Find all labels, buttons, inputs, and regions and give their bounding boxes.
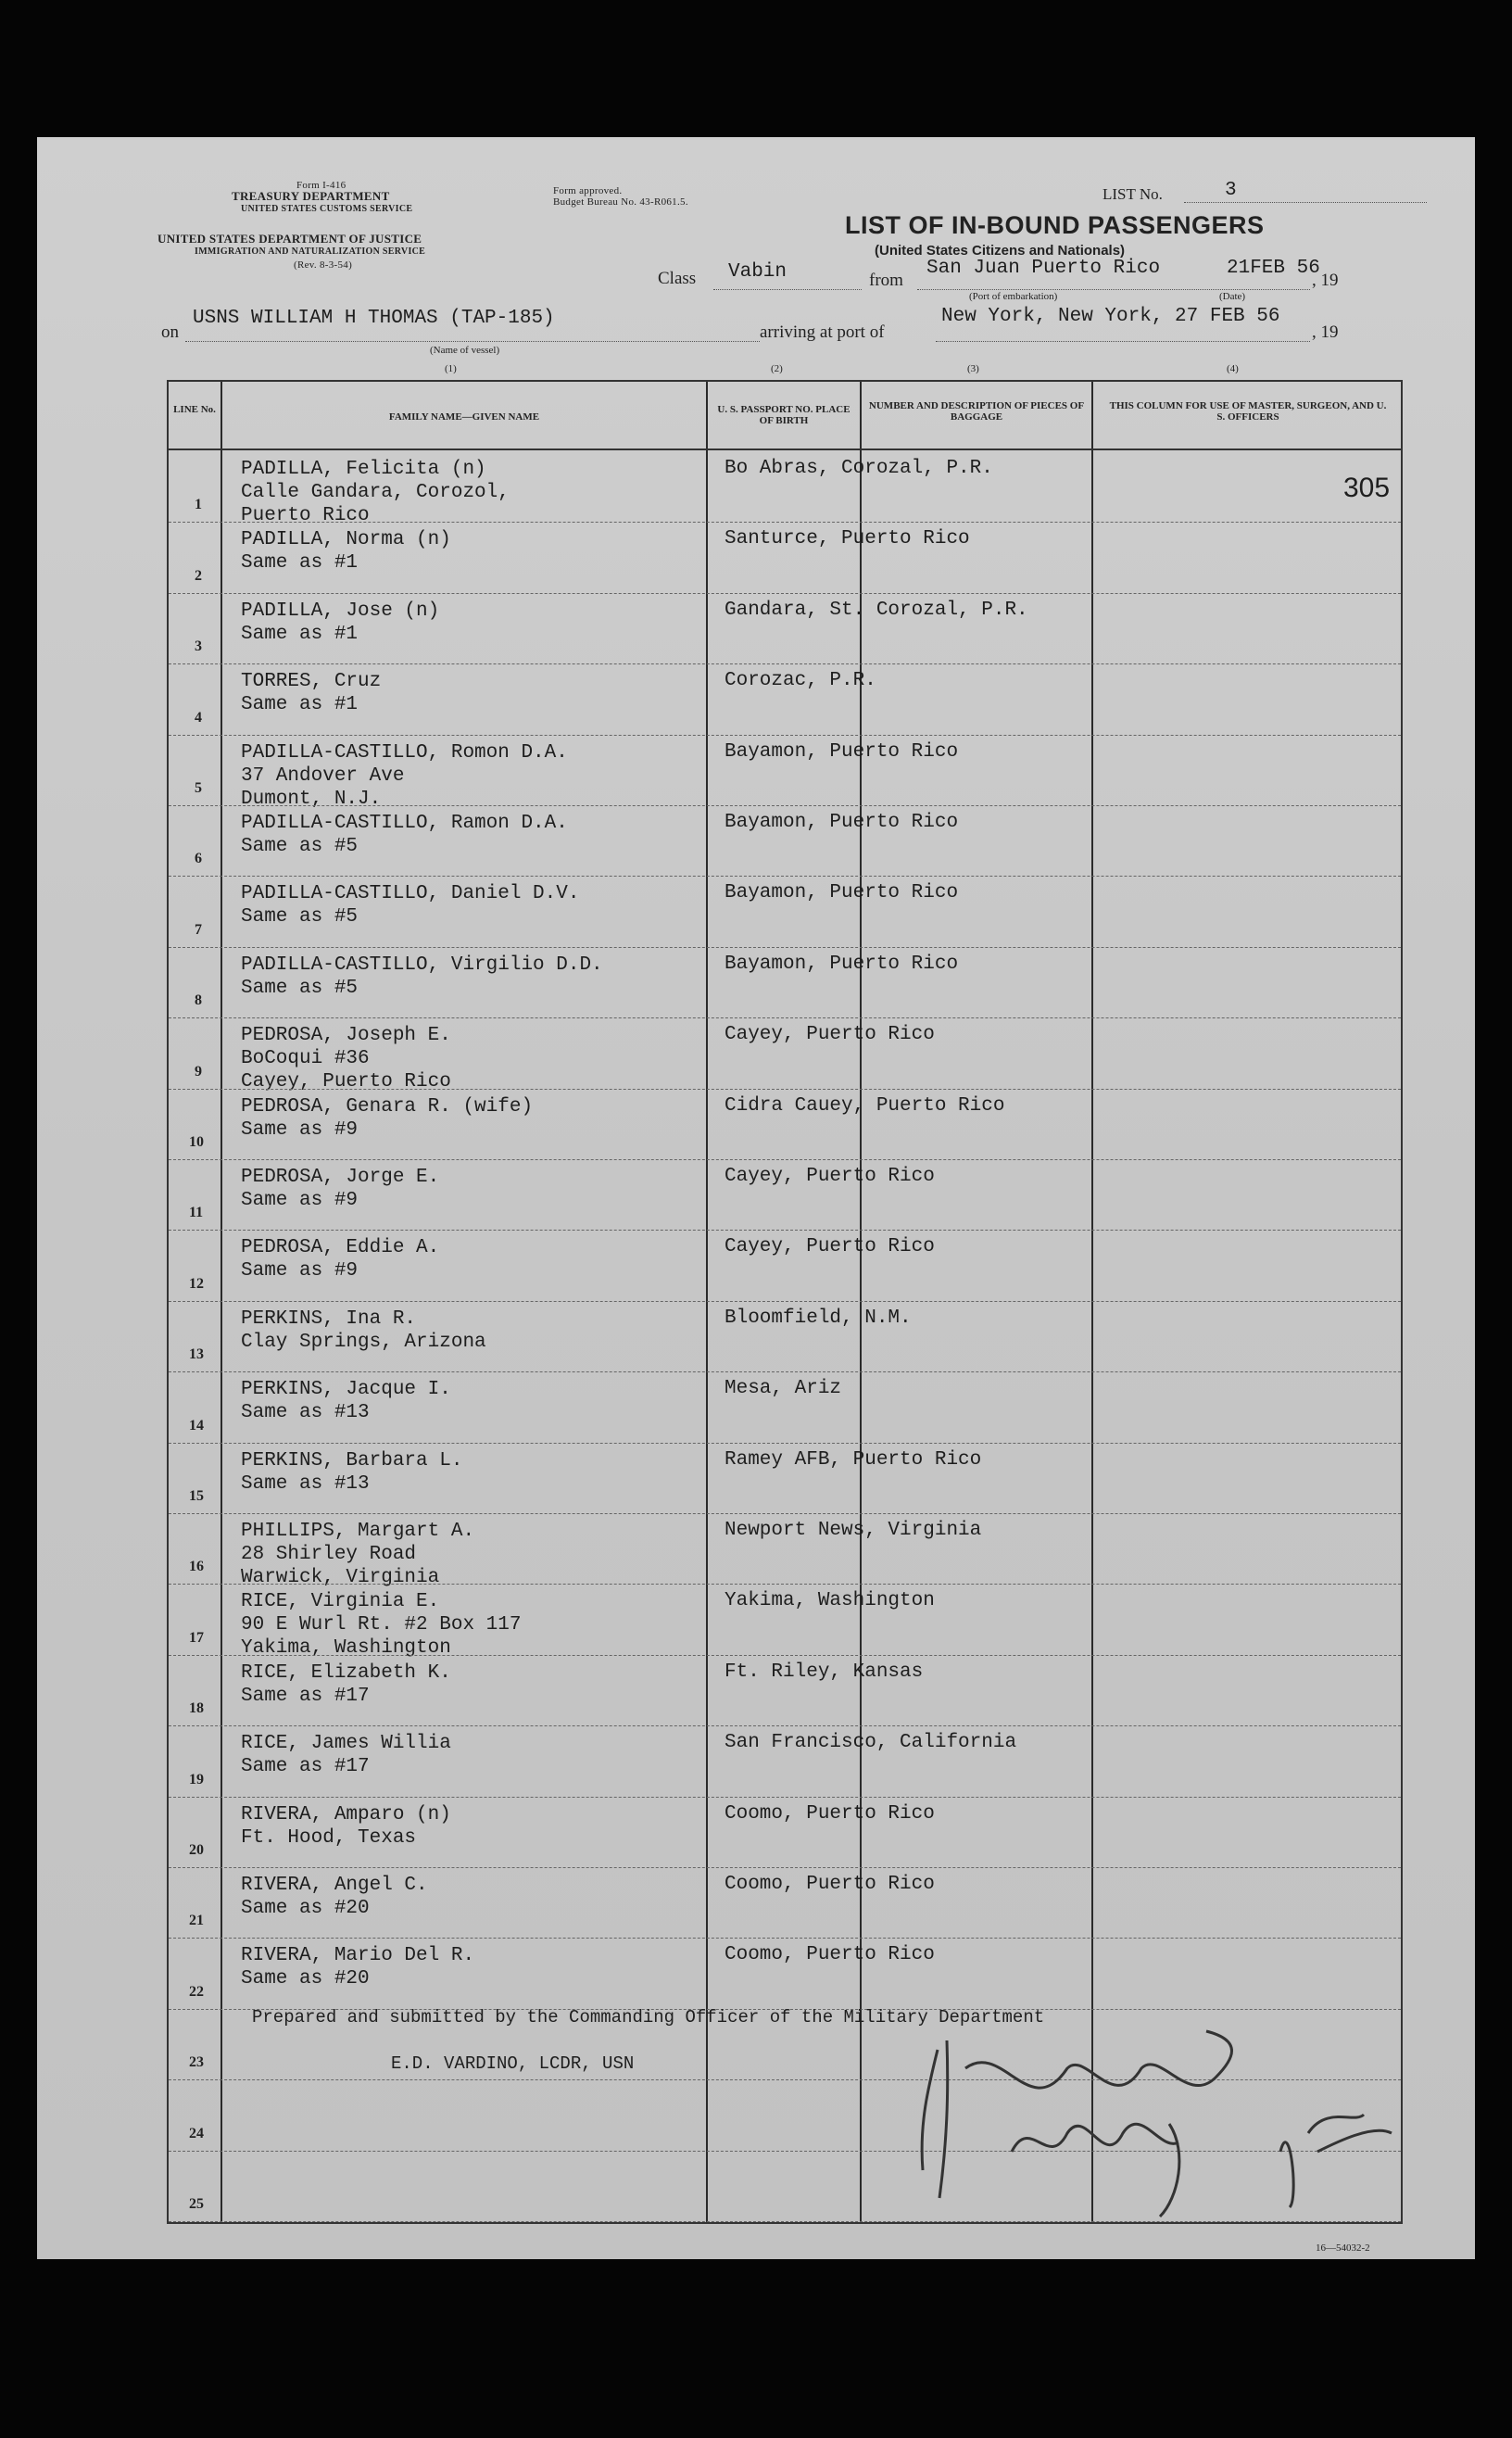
place-of-birth: Corozac, P.R. bbox=[724, 670, 876, 692]
place-of-birth: Gandara, St. Corozal, P.R. bbox=[724, 599, 1028, 621]
table-row bbox=[169, 1231, 1401, 1301]
list-no-underline bbox=[1184, 202, 1427, 203]
handwritten-signature bbox=[891, 2013, 1429, 2226]
passenger-name: PEDROSA, Genara R. (wife) bbox=[241, 1095, 534, 1118]
table-row bbox=[169, 1656, 1401, 1726]
passenger-address-line: Yakima, Washington bbox=[241, 1637, 451, 1660]
passenger-name-address bbox=[241, 1095, 533, 1142]
passenger-name: PADILLA, Felicita (n) bbox=[241, 459, 486, 480]
vessel-underline bbox=[185, 341, 760, 342]
line-number: 7 bbox=[195, 921, 202, 938]
place-of-birth: Cidra Cauey, Puerto Rico bbox=[724, 1094, 1005, 1117]
class-label: Class bbox=[658, 269, 697, 288]
passenger-address-line: Same as #20 bbox=[241, 1898, 370, 1919]
place-of-birth: Cayey, Puerto Rico bbox=[724, 1024, 935, 1046]
list-no-value: 3 bbox=[1225, 180, 1237, 201]
budget-bureau: Budget Bureau No. 43-R061.5. bbox=[553, 196, 688, 208]
passenger-name-address bbox=[241, 1874, 428, 1920]
header-baggage: NUMBER AND DESCRIPTION OF PIECES OF BAGGAGE bbox=[868, 400, 1085, 423]
line-number: 23 bbox=[189, 2054, 204, 2071]
from-port: San Juan Puerto Rico bbox=[926, 258, 1161, 279]
vessel-caption: (Name of vessel) bbox=[430, 345, 500, 356]
table-row bbox=[169, 1514, 1401, 1588]
place-of-birth: Santurce, Puerto Rico bbox=[724, 528, 970, 550]
header-passport: U. S. PASSPORT NO. PLACE OF BIRTH bbox=[717, 404, 850, 426]
line-number: 11 bbox=[189, 1205, 204, 1221]
passenger-name-address bbox=[241, 1449, 462, 1496]
place-of-birth: Bloomfield, N.M. bbox=[724, 1307, 912, 1329]
table-row bbox=[169, 1160, 1401, 1231]
port-caption: (Port of embarkation) bbox=[969, 291, 1058, 302]
passenger-name-address bbox=[241, 1944, 474, 1990]
passenger-address-line: Same as #5 bbox=[241, 906, 359, 928]
header-line-no: LINE No. bbox=[173, 404, 216, 415]
table-row bbox=[169, 594, 1401, 664]
place-of-birth: Coomo, Puerto Rico bbox=[724, 1874, 935, 1895]
col-num-3: (3) bbox=[967, 363, 979, 374]
passenger-name-address bbox=[241, 812, 568, 858]
page-title: LIST OF IN-BOUND PASSENGERS bbox=[845, 211, 1265, 239]
passenger-address-line: 90 E Wurl Rt. #2 Box 117 bbox=[241, 1614, 522, 1636]
passenger-address-line: Same as #17 bbox=[241, 1756, 370, 1778]
table-row bbox=[169, 452, 1401, 526]
line-number: 14 bbox=[189, 1417, 204, 1434]
passenger-name: RIVERA, Mario Del R. bbox=[241, 1945, 475, 1967]
form-code: 16—54032-2 bbox=[1316, 2242, 1370, 2254]
line-number: 20 bbox=[189, 1841, 204, 1858]
class-underline bbox=[713, 289, 862, 290]
arrival-port: New York, New York, 27 FEB 56 bbox=[941, 306, 1280, 327]
passenger-name: PADILLA-CASTILLO, Ramon D.A. bbox=[241, 813, 568, 834]
passenger-address-line: Puerto Rico bbox=[241, 505, 370, 526]
passenger-name-address bbox=[241, 741, 568, 811]
passenger-name: PHILLIPS, Margart A. bbox=[241, 1521, 475, 1542]
table-row bbox=[169, 877, 1401, 947]
header-name: FAMILY NAME—GIVEN NAME bbox=[388, 411, 540, 423]
from-year: , 19 bbox=[1312, 271, 1339, 290]
passenger-name: PERKINS, Barbara L. bbox=[241, 1449, 463, 1472]
passenger-name-address bbox=[241, 954, 603, 1000]
place-of-birth: Bayamon, Puerto Rico bbox=[724, 953, 959, 975]
passenger-address-line: Same as #5 bbox=[241, 836, 359, 857]
place-of-birth: Bayamon, Puerto Rico bbox=[724, 812, 959, 833]
place-of-birth: Mesa, Ariz bbox=[724, 1378, 842, 1400]
passenger-name-address bbox=[241, 882, 579, 928]
passenger-name-address bbox=[241, 1236, 439, 1282]
passenger-name: PEDROSA, Jorge E. bbox=[241, 1167, 440, 1188]
line-number: 5 bbox=[195, 779, 202, 796]
place-of-birth: San Francisco, California bbox=[724, 1732, 1017, 1754]
passenger-name: PADILLA-CASTILLO, Virgilio D.D. bbox=[241, 954, 603, 976]
place-of-birth: Cayey, Puerto Rico bbox=[724, 1166, 935, 1187]
passenger-name-address bbox=[241, 528, 451, 575]
line-number: 8 bbox=[195, 992, 202, 1009]
table-row bbox=[169, 1444, 1401, 1514]
passenger-name: RICE, Elizabeth K. bbox=[241, 1661, 451, 1684]
place-of-birth: Cayey, Puerto Rico bbox=[724, 1236, 935, 1258]
passenger-name: PADILLA-CASTILLO, Daniel D.V. bbox=[241, 883, 580, 905]
passenger-name-address bbox=[241, 1520, 474, 1589]
passenger-address-line: Same as #9 bbox=[241, 1118, 359, 1141]
passenger-name-address bbox=[241, 1590, 521, 1660]
passenger-address-line: Same as #9 bbox=[241, 1260, 359, 1282]
from-underline bbox=[917, 289, 1310, 290]
passenger-name: PERKINS, Jacque I. bbox=[241, 1379, 451, 1401]
line-number: 18 bbox=[189, 1700, 204, 1717]
passenger-name: PADILLA, Jose (n) bbox=[241, 600, 440, 622]
line-number: 21 bbox=[189, 1913, 204, 1929]
table-row bbox=[169, 1302, 1401, 1372]
line-number: 25 bbox=[189, 2195, 204, 2212]
line-number: 22 bbox=[189, 1983, 204, 2000]
place-of-birth: Ft. Riley, Kansas bbox=[724, 1661, 924, 1683]
passenger-address-line: Same as #13 bbox=[241, 1402, 370, 1424]
date-caption: (Date) bbox=[1219, 291, 1246, 302]
officer-name: E.D. VARDINO, LCDR, USN bbox=[391, 2053, 635, 2074]
passenger-address-line: Clay Springs, Arizona bbox=[241, 1331, 486, 1353]
immigration-service: IMMIGRATION AND NATURALIZATION SERVICE bbox=[195, 246, 426, 257]
passenger-name: RIVERA, Amparo (n) bbox=[241, 1803, 451, 1825]
line-number: 6 bbox=[195, 851, 202, 867]
from-date: 21FEB 56 bbox=[1227, 258, 1320, 279]
customs-service: UNITED STATES CUSTOMS SERVICE bbox=[241, 204, 413, 214]
line-number: 15 bbox=[189, 1487, 204, 1504]
line-number: 1 bbox=[195, 497, 202, 513]
passenger-address-line: Same as #9 bbox=[241, 1190, 359, 1211]
line-number: 2 bbox=[195, 567, 202, 584]
line-number: 24 bbox=[189, 2125, 204, 2141]
passenger-name-address bbox=[241, 1024, 451, 1093]
passenger-table bbox=[167, 380, 1403, 2224]
passenger-name-address bbox=[241, 1378, 451, 1424]
form-approved: Form approved. bbox=[553, 185, 623, 196]
arrival-year: , 19 bbox=[1312, 322, 1339, 342]
revision-date: (Rev. 8-3-54) bbox=[294, 259, 353, 271]
list-no-label: LIST No. bbox=[1102, 185, 1163, 203]
header-officers: THIS COLUMN FOR USE OF MASTER, SURGEON, AND U. S. OFFICERS bbox=[1109, 400, 1387, 423]
passenger-name-address bbox=[241, 458, 510, 527]
passenger-name: PADILLA, Norma (n) bbox=[241, 529, 451, 551]
passenger-name: RICE, James Willia bbox=[241, 1733, 451, 1755]
passenger-name-address bbox=[241, 1307, 486, 1354]
passenger-name: PEDROSA, Joseph E. bbox=[241, 1025, 451, 1047]
stamp-number: 305 bbox=[1343, 473, 1391, 503]
col-num-1: (1) bbox=[445, 363, 457, 374]
passenger-address-line: BoCoqui #36 bbox=[241, 1048, 370, 1070]
passenger-address-line: Same as #1 bbox=[241, 623, 359, 645]
table-row bbox=[169, 1939, 1401, 2009]
passenger-name-address bbox=[241, 1661, 451, 1708]
page-subtitle: (United States Citizens and Nationals) bbox=[875, 243, 1126, 259]
passenger-name-address bbox=[241, 1803, 451, 1850]
line-number: 17 bbox=[189, 1629, 204, 1646]
table-row bbox=[169, 1372, 1401, 1443]
passenger-name: PERKINS, Ina R. bbox=[241, 1307, 417, 1330]
line-number: 16 bbox=[189, 1559, 204, 1575]
place-of-birth: Ramey AFB, Puerto Rico bbox=[724, 1448, 982, 1471]
line-number: 10 bbox=[189, 1133, 204, 1150]
passenger-name: TORRES, Cruz bbox=[241, 671, 382, 693]
passenger-name-address bbox=[241, 600, 439, 646]
table-row bbox=[169, 1868, 1401, 1939]
passenger-name-address bbox=[241, 670, 381, 716]
place-of-birth: Newport News, Virginia bbox=[724, 1520, 982, 1541]
passenger-name: RIVERA, Angel C. bbox=[241, 1875, 428, 1896]
table-row bbox=[169, 1585, 1401, 1660]
passenger-address-line: Ft. Hood, Texas bbox=[241, 1826, 417, 1849]
passenger-address-line: Same as #1 bbox=[241, 694, 359, 716]
place-of-birth: Bo Abras, Corozal, P.R. bbox=[724, 458, 993, 479]
passenger-address-line: Same as #17 bbox=[241, 1685, 370, 1707]
place-of-birth: Coomo, Puerto Rico bbox=[724, 1802, 935, 1825]
passenger-address-line: Dumont, N.J. bbox=[241, 788, 382, 810]
table-row bbox=[169, 1726, 1401, 1797]
class-value: Vabin bbox=[728, 261, 788, 283]
passenger-address-line: 28 Shirley Road bbox=[241, 1544, 417, 1565]
passenger-address-line: Warwick, Virginia bbox=[241, 1567, 440, 1588]
on-label: on bbox=[161, 322, 179, 342]
passenger-name-address bbox=[241, 1166, 439, 1212]
justice-department: UNITED STATES DEPARTMENT OF JUSTICE bbox=[158, 232, 422, 246]
passenger-address-line: Same as #20 bbox=[241, 1968, 370, 1990]
passenger-address-line: 37 Andover Ave bbox=[241, 764, 405, 787]
line-number: 9 bbox=[195, 1063, 202, 1080]
passenger-address-line: Calle Gandara, Corozol, bbox=[241, 482, 510, 503]
table-row bbox=[169, 523, 1401, 593]
passenger-address-line: Same as #1 bbox=[241, 552, 359, 575]
treasury-department: TREASURY DEPARTMENT bbox=[232, 189, 390, 203]
passenger-name: RICE, Virginia E. bbox=[241, 1591, 440, 1613]
passenger-address-line: Same as #13 bbox=[241, 1472, 370, 1495]
table-row bbox=[169, 948, 1401, 1018]
table-row bbox=[169, 1018, 1401, 1093]
line-number: 4 bbox=[195, 709, 202, 726]
from-label: from bbox=[869, 271, 903, 290]
arrival-underline bbox=[936, 341, 1310, 342]
manifest-sheet bbox=[37, 137, 1475, 2259]
form-number: Form I-416 bbox=[296, 180, 346, 191]
place-of-birth: Coomo, Puerto Rico bbox=[724, 1944, 935, 1966]
col-num-4: (4) bbox=[1227, 363, 1239, 374]
passenger-name-address bbox=[241, 1732, 451, 1778]
place-of-birth: Bayamon, Puerto Rico bbox=[724, 740, 959, 763]
table-row bbox=[169, 1798, 1401, 1868]
place-of-birth: Bayamon, Puerto Rico bbox=[724, 882, 959, 904]
place-of-birth: Yakima, Washington bbox=[724, 1590, 935, 1612]
passenger-address-line: Cayey, Puerto Rico bbox=[241, 1071, 451, 1093]
arriving-label: arriving at port of bbox=[760, 322, 885, 342]
passenger-name: PEDROSA, Eddie A. bbox=[241, 1237, 440, 1259]
passenger-name: PADILLA-CASTILLO, Romon D.A. bbox=[241, 741, 568, 764]
table-row bbox=[169, 736, 1401, 810]
line-number: 19 bbox=[189, 1771, 204, 1787]
passenger-address-line: Same as #5 bbox=[241, 977, 359, 999]
line-number: 3 bbox=[195, 638, 202, 655]
table-row bbox=[169, 806, 1401, 877]
col-num-2: (2) bbox=[771, 363, 783, 374]
prepared-statement: Prepared and submitted by the Commanding Officer of the Military Department bbox=[252, 2007, 1045, 2027]
header-rule bbox=[169, 448, 1401, 450]
line-number: 12 bbox=[189, 1275, 204, 1292]
line-number: 13 bbox=[189, 1346, 204, 1363]
vessel-name: USNS WILLIAM H THOMAS (TAP-185) bbox=[193, 308, 555, 329]
table-row bbox=[169, 1090, 1401, 1160]
table-row bbox=[169, 664, 1401, 735]
